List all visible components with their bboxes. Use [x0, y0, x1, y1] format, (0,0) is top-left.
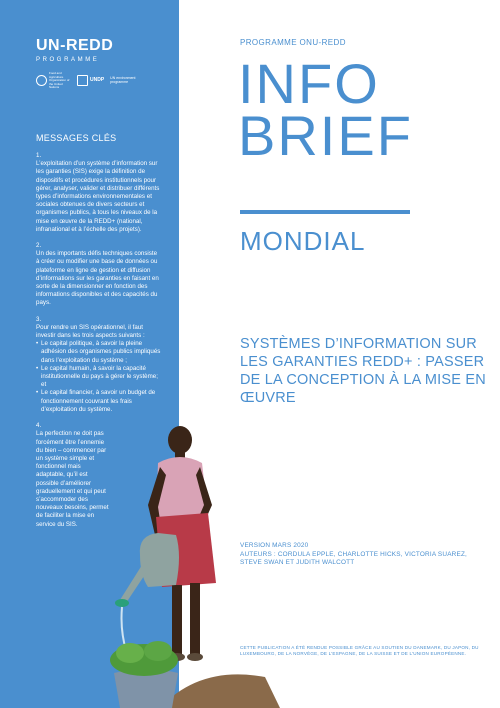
title-line-brief: BRIEF	[238, 104, 413, 167]
capital-list	[36, 340, 162, 414]
watering-can	[140, 533, 179, 587]
partner-logos	[36, 72, 136, 90]
un-redd-logo	[36, 38, 146, 63]
child-watering-plants-photo	[100, 415, 280, 708]
child-leg-right	[190, 583, 200, 655]
key-messages-heading: MESSAGES CLÉS	[36, 133, 117, 143]
undp-emblem-icon	[77, 75, 88, 86]
water-stream	[122, 607, 127, 650]
programme-label: PROGRAMME ONU-REDD	[240, 38, 346, 47]
list-item: • Le capital politique, à savoir la pleine adhésion des organismes publics impliqués dans l’exploitation du système ;	[36, 340, 162, 365]
watering-can-rose	[115, 599, 129, 607]
seedling-cluster	[116, 643, 144, 663]
logo-subtitle: PROGRAMME	[36, 57, 100, 63]
watering-can-spout	[120, 565, 146, 603]
list-item: • Le capital humain, à savoir la capacité institutionnelle du pays à gérer le système; et	[36, 365, 162, 390]
list-item: • Le capital financier, à savoir un budget de fonctionnement couvrant les frais d’exploitation du système.	[36, 389, 162, 414]
message-3: 3. Pour rendre un SIS opérationnel, il faut investir dans les trois aspects suivants : • Le capital politique, à savoir la pleine adhésion des organismes publics impliqués dans l’exploitation du système ; • Le capital humain, à savoir la capacité institutionnelle du pays à gérer le système; et • Le capital financier, à savoir un budget de fonctionnement couvrant les frais d’exploitation du système.	[36, 316, 162, 414]
undp-name: UNDP	[90, 77, 105, 83]
fao-name: Food and Agriculture Organization of the United Nations	[49, 71, 70, 89]
unep-name: UN environment programme	[110, 76, 136, 84]
fao-logo	[36, 72, 71, 90]
child-foot-right	[187, 653, 203, 661]
message-4: 4. La perfection ne doit pas forcément être l’ennemie du bien – commencer par un système simple et fonctionnel mais adaptable, qu’il est possible d’améliorer graduellement et qui peut s’accommoder des nouveaux besoins, permet de faciliter la mise en service du SIS.	[36, 422, 109, 528]
message-2: 2. Un des importants défis techniques consiste à créer ou modifier une base de données ou plateforme en ligne de gestion et diffusion d’informations sur les garanties en faisant en sorte de la dimensionner en fonction des informations disponibles et des capacités du pays.	[36, 242, 159, 307]
logo-title: UN-REDD	[36, 37, 114, 54]
authors-label: AUTEURS : CORDULA EPPLE, CHARLOTTE HICKS, VICTORIA SUAREZ, STEVE SWAN ET JUDITH WALCOTT	[240, 550, 468, 566]
message-1: 1. L’exploitation d’un système d’information sur les garanties (SIS) exige la définition de dispositifs et procédures institutionnels pour gérer, analyser, valider et distribuer différents types d’informations environnementales et sociales obtenues de divers secteurs et organismes publics, à tous les niveaux de la mise en œuvre de la REDD+ (national, infranational et à l’échelle des projets).	[36, 152, 160, 233]
version-label: VERSION MARS 2020	[240, 542, 309, 549]
document-subtitle: SYSTÈMES D’INFORMATION SUR LES GARANTIES REDD+ : PASSER DE LA CONCEPTION À LA MISE EN ŒUVRE	[240, 336, 486, 406]
child-leg-left	[172, 585, 182, 655]
funding-note: CETTE PUBLICATION A ÉTÉ RENDUE POSSIBLE GRÂCE AU SOUTIEN DU DANEMARK, DU JAPON, DU LUXEMBOURG, DE LA NORVÈGE, DE L’ESPAGNE, DE LA SUISSE ET DE L’UNION EUROPÉENNE.	[240, 645, 479, 657]
soil-mound	[160, 674, 280, 708]
unep-logo	[110, 77, 136, 84]
child-head	[168, 426, 192, 454]
undp-logo	[77, 75, 104, 86]
title-line-info: INFO	[238, 52, 380, 115]
title-divider	[240, 210, 410, 214]
seedling-cluster	[144, 641, 172, 661]
region-label: MONDIAL	[240, 226, 366, 256]
page-title	[238, 52, 413, 167]
fao-emblem-icon	[36, 75, 47, 86]
